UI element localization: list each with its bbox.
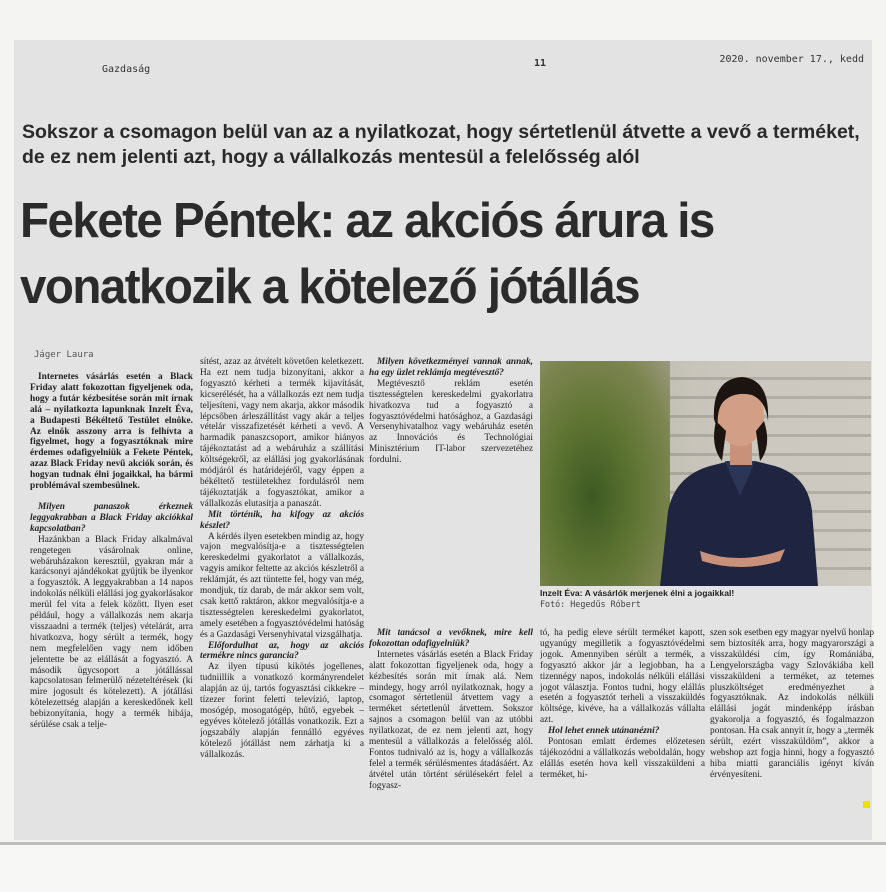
issue-date: 2020. november 17., kedd: [719, 54, 864, 65]
answer-1: Hazánkban a Black Friday alkalmával rengetegen vásárolnak online, webáruházakon keresztül, gyakran már a karácsonyi ajándékokat gyűjtik be ilyenkor a fogyasztók. A leggyakrabban a 14 napos indokolás nélküli elállási jog gyakorlásakor merül fel vita a felek között. Ilyen eset például, hogy a vállalkozás nem akarja visszaadni a termék (teljes) vételárát, arra hivatkozva, hogy sérült a termék, hogy nem megfelelően vagy nem időben jelentette be az elállását a fogyasztó. A második ügycsoport a jótállással kapcsolatosan felmerülő nézeteltérések (ki mire jogosult és kötelezett). A jótállási kötelezettség alapján a kereskedőnek kell bebizonyítania, hogy a termék hibája, sérülése csak a telje-: [30, 534, 193, 731]
person-silhouette: [540, 361, 871, 586]
column-1: [30, 372, 193, 824]
section-name: Gazdaság: [102, 64, 151, 75]
question-4: Milyen következményei vannak annak, ha egy üzlet reklámja megtévesztő?: [369, 357, 533, 378]
answer-3-start: Az ilyen típusú kikötés jogellenes, tudniillik a vonatkozó kormányrendelet alapján az új, tartós fogyasztási cikkekre – tízezer forint feletti televízió, laptop, mosógép, mosogatógép, hűtő, egyebek – egyéves kötelező jótállás vonatkozik. Ezt a jogszabály alapján fennálló egyéves kötelező jótállást nem zárhatja ki a vállalkozás.: [200, 662, 364, 760]
next-page-edge: [0, 842, 886, 845]
column-3-lower: [369, 628, 533, 823]
article-kicker: Sokszor a csomagon belül van az a nyilatkozat, hogy sértetlenül átvette a vevő a terméket, de ez nem jelenti azt, hogy a vállalkozás mentesül a felelősség alól: [22, 121, 860, 168]
question-1: Milyen panaszok érkeznek leggyakrabban a Black Friday akciókkal kapcsolatban?: [30, 501, 193, 534]
answer-5-continued: tó, ha pedig eleve sérült terméket kapott, ugyanúgy megilletik a fogyasztóvédelmi jogok. Amennyiben sérült a termék, a fogyasztó akkor jár a legjobban, ha a tizennégy napos, indokolás nélküli elállási jogot választja. Fontos tudni, hogy elállás esetén a fogyasztót terheli a visszaküldés költsége, kivéve, ha a vállalkozás vállalta azt.: [540, 628, 705, 726]
question-3: Előfordulhat az, hogy az akciós termékre nincs garancia?: [200, 640, 364, 662]
answer-2: A kérdés ilyen esetekben mindig az, hogy vajon megvalósítja-e a tisztességtelen kereskedelmi gyakorlatot a vállalkozás, vagyis amikor feltette az akciós készletről a reklámját, és azt tüntette fel, hogy van még, mondjuk, tíz darab, de már akkor sem volt, csak kettő raktáron, akkor megvalósítja-e a tisztességtelen kereskedelmi gyakorlatot, amely esetében a fogyasztóvédelmi hatóság és a Gazdasági Versenyhivatal vizsgálhatja.: [200, 531, 364, 640]
article-headline: Fekete Péntek: az akciós árura is vonatkozik a kötelező jótállás: [20, 194, 714, 314]
portrait-photo: [540, 361, 871, 586]
question-5: Mit tanácsol a vevőknek, mire kell fokozottan odafigyelniük?: [369, 628, 533, 649]
caption-text: Inzelt Éva: A vásárlók merjenek élni a jogaikkal!: [540, 588, 735, 598]
answer-6: Pontosan emlatt érdemes előzetesen tájékozódni a vállalkozás weboldalán, hogy elállás esetén hova kell visszaküldeni a terméket, hi-: [540, 737, 705, 780]
lead-paragraph: Internetes vásárlás esetén a Black Friday alatt fokozottan figyeljenek oda, hogy a futár kézbesítése során mit írnak alá – nyilatkozta lapunknak Inzelt Éva, a Budapesti Békéltető Testület elnöke. Az elnök asszony arra is felhívta a figyelmet, hogy a fogyasztóknak mire érdemes odafigyelniük a Fekete Péntek, azaz Black Friday nevű akciók során, és hogyan tudnak élni jogaikkal, ha bármi problémával szembesülnek.: [30, 372, 193, 492]
question-2: Mit történik, ha kifogy az akciós készlet?: [200, 509, 364, 531]
highlighter-mark: [863, 801, 870, 808]
running-head: [14, 46, 872, 76]
column-4: [540, 628, 705, 823]
column-5: [710, 628, 874, 823]
column-3: [369, 357, 533, 621]
scan-bottom-margin: [0, 842, 886, 892]
byline: Jáger Laura: [34, 350, 94, 360]
answer-4: Megtévesztő reklám esetén tisztességtelen kereskedelmi gyakorlatra hivatkozva tud a fogyasztó a fogyasztóvédelmi hatósághoz, a Gazdasági Versenyhivatalhoz vagy webáruház esetén az Innovációs és Technológiai Minisztérium IT-labor szervezetéhez fordulni.: [369, 378, 533, 466]
page-number: 11: [534, 58, 547, 69]
answer-1-continued: sítést, azaz az átvételt követően keletkezett. Ha ezt nem tudja bizonyítani, akkor a fogyasztó kérheti a termék kijavítását, kicserélését, ha a vállalkozás ezt nem tudja teljesíteni, vagy nem akarja, akkor második lépcsőben árleszállítást vagy akár a teljes vételár visszafizetését kérheti a vevő. A harmadik panaszcsoport, amikor hiányos tájékoztatást ad a webáruház a szállítási költségekről, az elállási jog gyakorlásának módjáról és határidejéről, vagy éppen a békéltető testületekhez fordulásról nem tájékoztatják a fogyasztókat, amikor a vállalkozás elutasítja a panaszát.: [200, 357, 364, 509]
answer-5: Internetes vásárlás esetén a Black Friday alatt fokozottan figyeljenek oda, hogy a kézbesítés során mit írnak alá. Nem mindegy, hogy arról nyilatkoznak, hogy a csomagot sértetlenül átvettem vagy a terméket sértetlenül átvettem. Sokszor sajnos a csomagon belül van az utóbbi nyilatkozat, de ez nem jelenti azt, hogy mentesül a vállalkozás a felelősség alól. Fontos tudnivaló az is, hogy a vállalkozás felel a termék sérülésmentes átadásáért. Az átvétel után történt sérülésekért felel a fogyasz-: [369, 649, 533, 791]
answer-6-continued: szen sok esetben egy magyar nyelvű honlap sem biztosíték arra, hogy magyarországi a visszaküldési cím, így Romániába, Lengyelországba vagy Szlovákiába kell visszaküldeni a terméket, az tetemes pluszköltséget eredményezhet a fogyasztóknak. Az indokolás nélküli elállási jogát mindenképp írásban gyakorolja a fogyasztó, és fogalmazzon pontosan. Ha csak annyit ír, hogy a „termék sérült, ezért visszaküldöm”, akkor a webshop azt fogja hinni, hogy a fogyasztó hiba miatti garanciális igényt kíván érvényesíteni.: [710, 628, 874, 780]
photo-credit: Fotó: Hegedűs Róbert: [540, 599, 641, 609]
column-2: [200, 357, 364, 823]
photo-caption: [540, 588, 871, 610]
question-6: Hol lehet ennek utánanézni?: [548, 726, 660, 737]
